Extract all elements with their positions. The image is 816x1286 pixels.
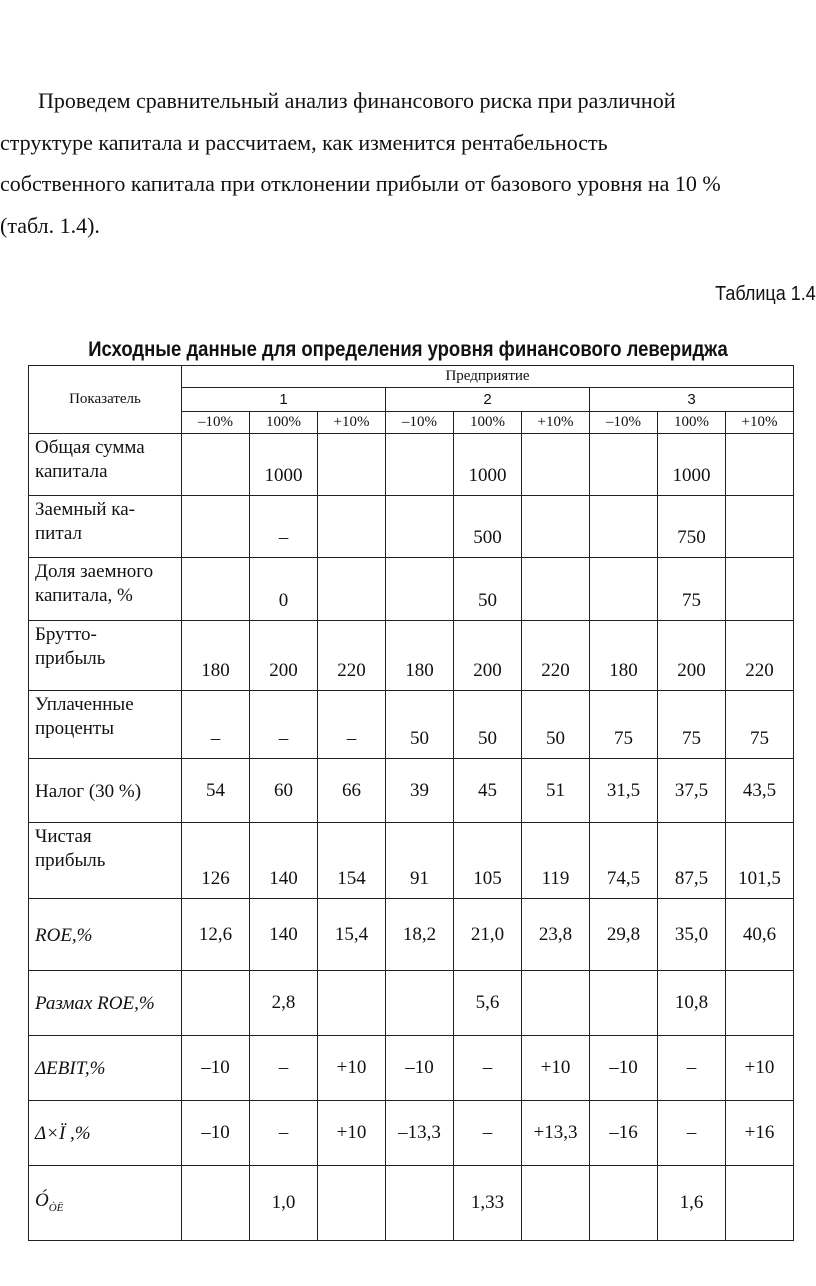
paragraph-line: структуре капитала и рассчитаем, как изменится рентабельность bbox=[0, 129, 608, 155]
table-row bbox=[29, 759, 794, 823]
table-row bbox=[29, 1166, 794, 1241]
value-cell: +13,3 bbox=[522, 1101, 590, 1166]
value-cell: +10 bbox=[318, 1036, 386, 1101]
value-cell bbox=[590, 434, 658, 496]
value-cell: –13,3 bbox=[386, 1101, 454, 1166]
header-indicator: Показатель bbox=[29, 366, 182, 434]
value-cell: – bbox=[454, 1101, 522, 1166]
table-title: Исходные данные для определения уровня финансового левериджа bbox=[88, 338, 728, 361]
value-cell bbox=[318, 558, 386, 621]
value-cell: 180 bbox=[590, 621, 658, 691]
label-line: ΔEBIT,% bbox=[35, 1058, 106, 1079]
value-cell: 50 bbox=[454, 691, 522, 759]
value-cell bbox=[726, 1166, 794, 1241]
value-cell: 200 bbox=[658, 621, 726, 691]
value-cell bbox=[590, 1166, 658, 1241]
table-row bbox=[29, 823, 794, 899]
value-cell bbox=[182, 971, 250, 1036]
value-cell: 74,5 bbox=[590, 823, 658, 899]
value-cell: 15,4 bbox=[318, 899, 386, 971]
value-cell: 21,0 bbox=[454, 899, 522, 971]
value-cell: – bbox=[658, 1101, 726, 1166]
value-cell: +10 bbox=[318, 1101, 386, 1166]
value-cell: 18,2 bbox=[386, 899, 454, 971]
value-cell: 154 bbox=[318, 823, 386, 899]
value-cell bbox=[522, 1166, 590, 1241]
value-cell: +16 bbox=[726, 1101, 794, 1166]
paragraph-line: (табл. 1.4). bbox=[0, 212, 100, 238]
value-cell: – bbox=[250, 1036, 318, 1101]
header-deviation: +10% bbox=[318, 412, 386, 434]
label-part: Ó bbox=[35, 1189, 49, 1211]
value-cell bbox=[590, 558, 658, 621]
label-line: питал bbox=[35, 523, 82, 544]
value-cell: 75 bbox=[726, 691, 794, 759]
header-deviation: –10% bbox=[386, 412, 454, 434]
value-cell: 45 bbox=[454, 759, 522, 823]
value-cell: 220 bbox=[726, 621, 794, 691]
value-cell bbox=[182, 1166, 250, 1241]
value-cell: –10 bbox=[386, 1036, 454, 1101]
value-cell bbox=[726, 496, 794, 558]
value-cell: – bbox=[182, 691, 250, 759]
table-row bbox=[29, 1036, 794, 1101]
value-cell bbox=[726, 558, 794, 621]
value-cell: 1,0 bbox=[250, 1166, 318, 1241]
value-cell: – bbox=[454, 1036, 522, 1101]
value-cell bbox=[318, 496, 386, 558]
value-cell: 220 bbox=[522, 621, 590, 691]
value-cell: +10 bbox=[522, 1036, 590, 1101]
row-label bbox=[29, 558, 182, 621]
value-cell bbox=[522, 558, 590, 621]
row-label bbox=[29, 971, 182, 1036]
data-table bbox=[28, 365, 794, 1241]
intro-paragraph bbox=[0, 80, 816, 246]
value-cell: – bbox=[318, 691, 386, 759]
table-caption: Таблица 1.4 bbox=[715, 283, 816, 305]
label-line: Размах ROE,% bbox=[35, 993, 155, 1014]
value-cell: 500 bbox=[454, 496, 522, 558]
table-row bbox=[29, 621, 794, 691]
value-cell: 1,33 bbox=[454, 1166, 522, 1241]
row-label bbox=[29, 1036, 182, 1101]
value-cell: 50 bbox=[386, 691, 454, 759]
value-cell: 50 bbox=[522, 691, 590, 759]
value-cell bbox=[318, 1166, 386, 1241]
table-row bbox=[29, 899, 794, 971]
value-cell: 37,5 bbox=[658, 759, 726, 823]
value-cell bbox=[318, 434, 386, 496]
value-cell bbox=[522, 434, 590, 496]
table-row bbox=[29, 971, 794, 1036]
value-cell: 43,5 bbox=[726, 759, 794, 823]
value-cell: –10 bbox=[182, 1036, 250, 1101]
value-cell: 75 bbox=[658, 558, 726, 621]
value-cell bbox=[522, 496, 590, 558]
value-cell: –10 bbox=[590, 1036, 658, 1101]
value-cell: 140 bbox=[250, 899, 318, 971]
header-enterprise-3: 3 bbox=[590, 388, 794, 412]
value-cell: 12,6 bbox=[182, 899, 250, 971]
value-cell: 140 bbox=[250, 823, 318, 899]
value-cell bbox=[726, 971, 794, 1036]
header-deviation: –10% bbox=[590, 412, 658, 434]
label-line: Заемный ка- bbox=[35, 499, 135, 520]
value-cell bbox=[318, 971, 386, 1036]
label-line: Чистая bbox=[35, 826, 92, 847]
label-line: Доля заемного bbox=[35, 561, 154, 582]
value-cell: 40,6 bbox=[726, 899, 794, 971]
value-cell bbox=[590, 971, 658, 1036]
value-cell: 75 bbox=[590, 691, 658, 759]
row-label bbox=[29, 434, 182, 496]
value-cell: – bbox=[658, 1036, 726, 1101]
label-line: Уплаченные bbox=[35, 694, 134, 715]
value-cell: 66 bbox=[318, 759, 386, 823]
row-label bbox=[29, 1101, 182, 1166]
row-label bbox=[29, 823, 182, 899]
value-cell bbox=[726, 434, 794, 496]
header-deviation: 100% bbox=[658, 412, 726, 434]
value-cell: 54 bbox=[182, 759, 250, 823]
label-line: ROE,% bbox=[35, 924, 93, 946]
value-cell: 1000 bbox=[658, 434, 726, 496]
row-label bbox=[29, 1166, 182, 1241]
value-cell: 10,8 bbox=[658, 971, 726, 1036]
value-cell: 75 bbox=[658, 691, 726, 759]
value-cell: 105 bbox=[454, 823, 522, 899]
header-deviation: 100% bbox=[454, 412, 522, 434]
value-cell: 180 bbox=[386, 621, 454, 691]
paragraph-line: Проведем сравнительный анализ финансового риска при различной bbox=[38, 88, 676, 113]
value-cell: 31,5 bbox=[590, 759, 658, 823]
value-cell: 1000 bbox=[454, 434, 522, 496]
value-cell: 60 bbox=[250, 759, 318, 823]
value-cell: 35,0 bbox=[658, 899, 726, 971]
value-cell bbox=[386, 496, 454, 558]
value-cell bbox=[386, 1166, 454, 1241]
label-line: Брутто- bbox=[35, 624, 97, 645]
table-row bbox=[29, 558, 794, 621]
value-cell bbox=[386, 558, 454, 621]
label-line: капитала bbox=[35, 461, 108, 482]
value-cell: – bbox=[250, 691, 318, 759]
value-cell: 180 bbox=[182, 621, 250, 691]
value-cell: 200 bbox=[250, 621, 318, 691]
header-enterprise-1: 1 bbox=[182, 388, 386, 412]
header-enterprise: Предприятие bbox=[182, 366, 794, 388]
header-deviation: +10% bbox=[522, 412, 590, 434]
row-label bbox=[29, 621, 182, 691]
label-line: прибыль bbox=[35, 648, 106, 669]
value-cell: 126 bbox=[182, 823, 250, 899]
value-cell bbox=[386, 434, 454, 496]
label-part: ÒË bbox=[48, 1201, 64, 1214]
header-deviation: –10% bbox=[182, 412, 250, 434]
row-label bbox=[29, 899, 182, 971]
label-line: проценты bbox=[35, 718, 115, 739]
value-cell bbox=[182, 434, 250, 496]
row-label bbox=[29, 691, 182, 759]
value-cell: 200 bbox=[454, 621, 522, 691]
value-cell: +10 bbox=[726, 1036, 794, 1101]
value-cell: 220 bbox=[318, 621, 386, 691]
value-cell bbox=[590, 496, 658, 558]
row-label bbox=[29, 496, 182, 558]
value-cell bbox=[182, 496, 250, 558]
value-cell: – bbox=[250, 496, 318, 558]
value-cell: 50 bbox=[454, 558, 522, 621]
table-row bbox=[29, 434, 794, 496]
label-line: прибыль bbox=[35, 850, 106, 871]
value-cell: 1,6 bbox=[658, 1166, 726, 1241]
value-cell: – bbox=[250, 1101, 318, 1166]
value-cell: –16 bbox=[590, 1101, 658, 1166]
value-cell: 1000 bbox=[250, 434, 318, 496]
value-cell: 87,5 bbox=[658, 823, 726, 899]
row-label bbox=[29, 759, 182, 823]
value-cell: 2,8 bbox=[250, 971, 318, 1036]
label-line: Общая сумма bbox=[35, 437, 145, 458]
label-line: капитала, % bbox=[35, 585, 133, 606]
header-deviation: +10% bbox=[726, 412, 794, 434]
table-row bbox=[29, 496, 794, 558]
header-deviation: 100% bbox=[250, 412, 318, 434]
value-cell: 51 bbox=[522, 759, 590, 823]
value-cell: 91 bbox=[386, 823, 454, 899]
value-cell: 119 bbox=[522, 823, 590, 899]
value-cell bbox=[182, 558, 250, 621]
value-cell: –10 bbox=[182, 1101, 250, 1166]
value-cell: 29,8 bbox=[590, 899, 658, 971]
value-cell: 23,8 bbox=[522, 899, 590, 971]
value-cell bbox=[386, 971, 454, 1036]
value-cell: 101,5 bbox=[726, 823, 794, 899]
paragraph-line: собственного капитала при отклонении прибыли от базового уровня на 10 % bbox=[0, 171, 721, 196]
table-row bbox=[29, 691, 794, 759]
label-line: Налог (30 %) bbox=[35, 780, 142, 802]
value-cell bbox=[522, 971, 590, 1036]
label-line: Δ×Ï ,% bbox=[35, 1123, 91, 1144]
value-cell: 39 bbox=[386, 759, 454, 823]
value-cell: 750 bbox=[658, 496, 726, 558]
table-row bbox=[29, 1101, 794, 1166]
header-enterprise-2: 2 bbox=[386, 388, 590, 412]
value-cell: 5,6 bbox=[454, 971, 522, 1036]
value-cell: 0 bbox=[250, 558, 318, 621]
